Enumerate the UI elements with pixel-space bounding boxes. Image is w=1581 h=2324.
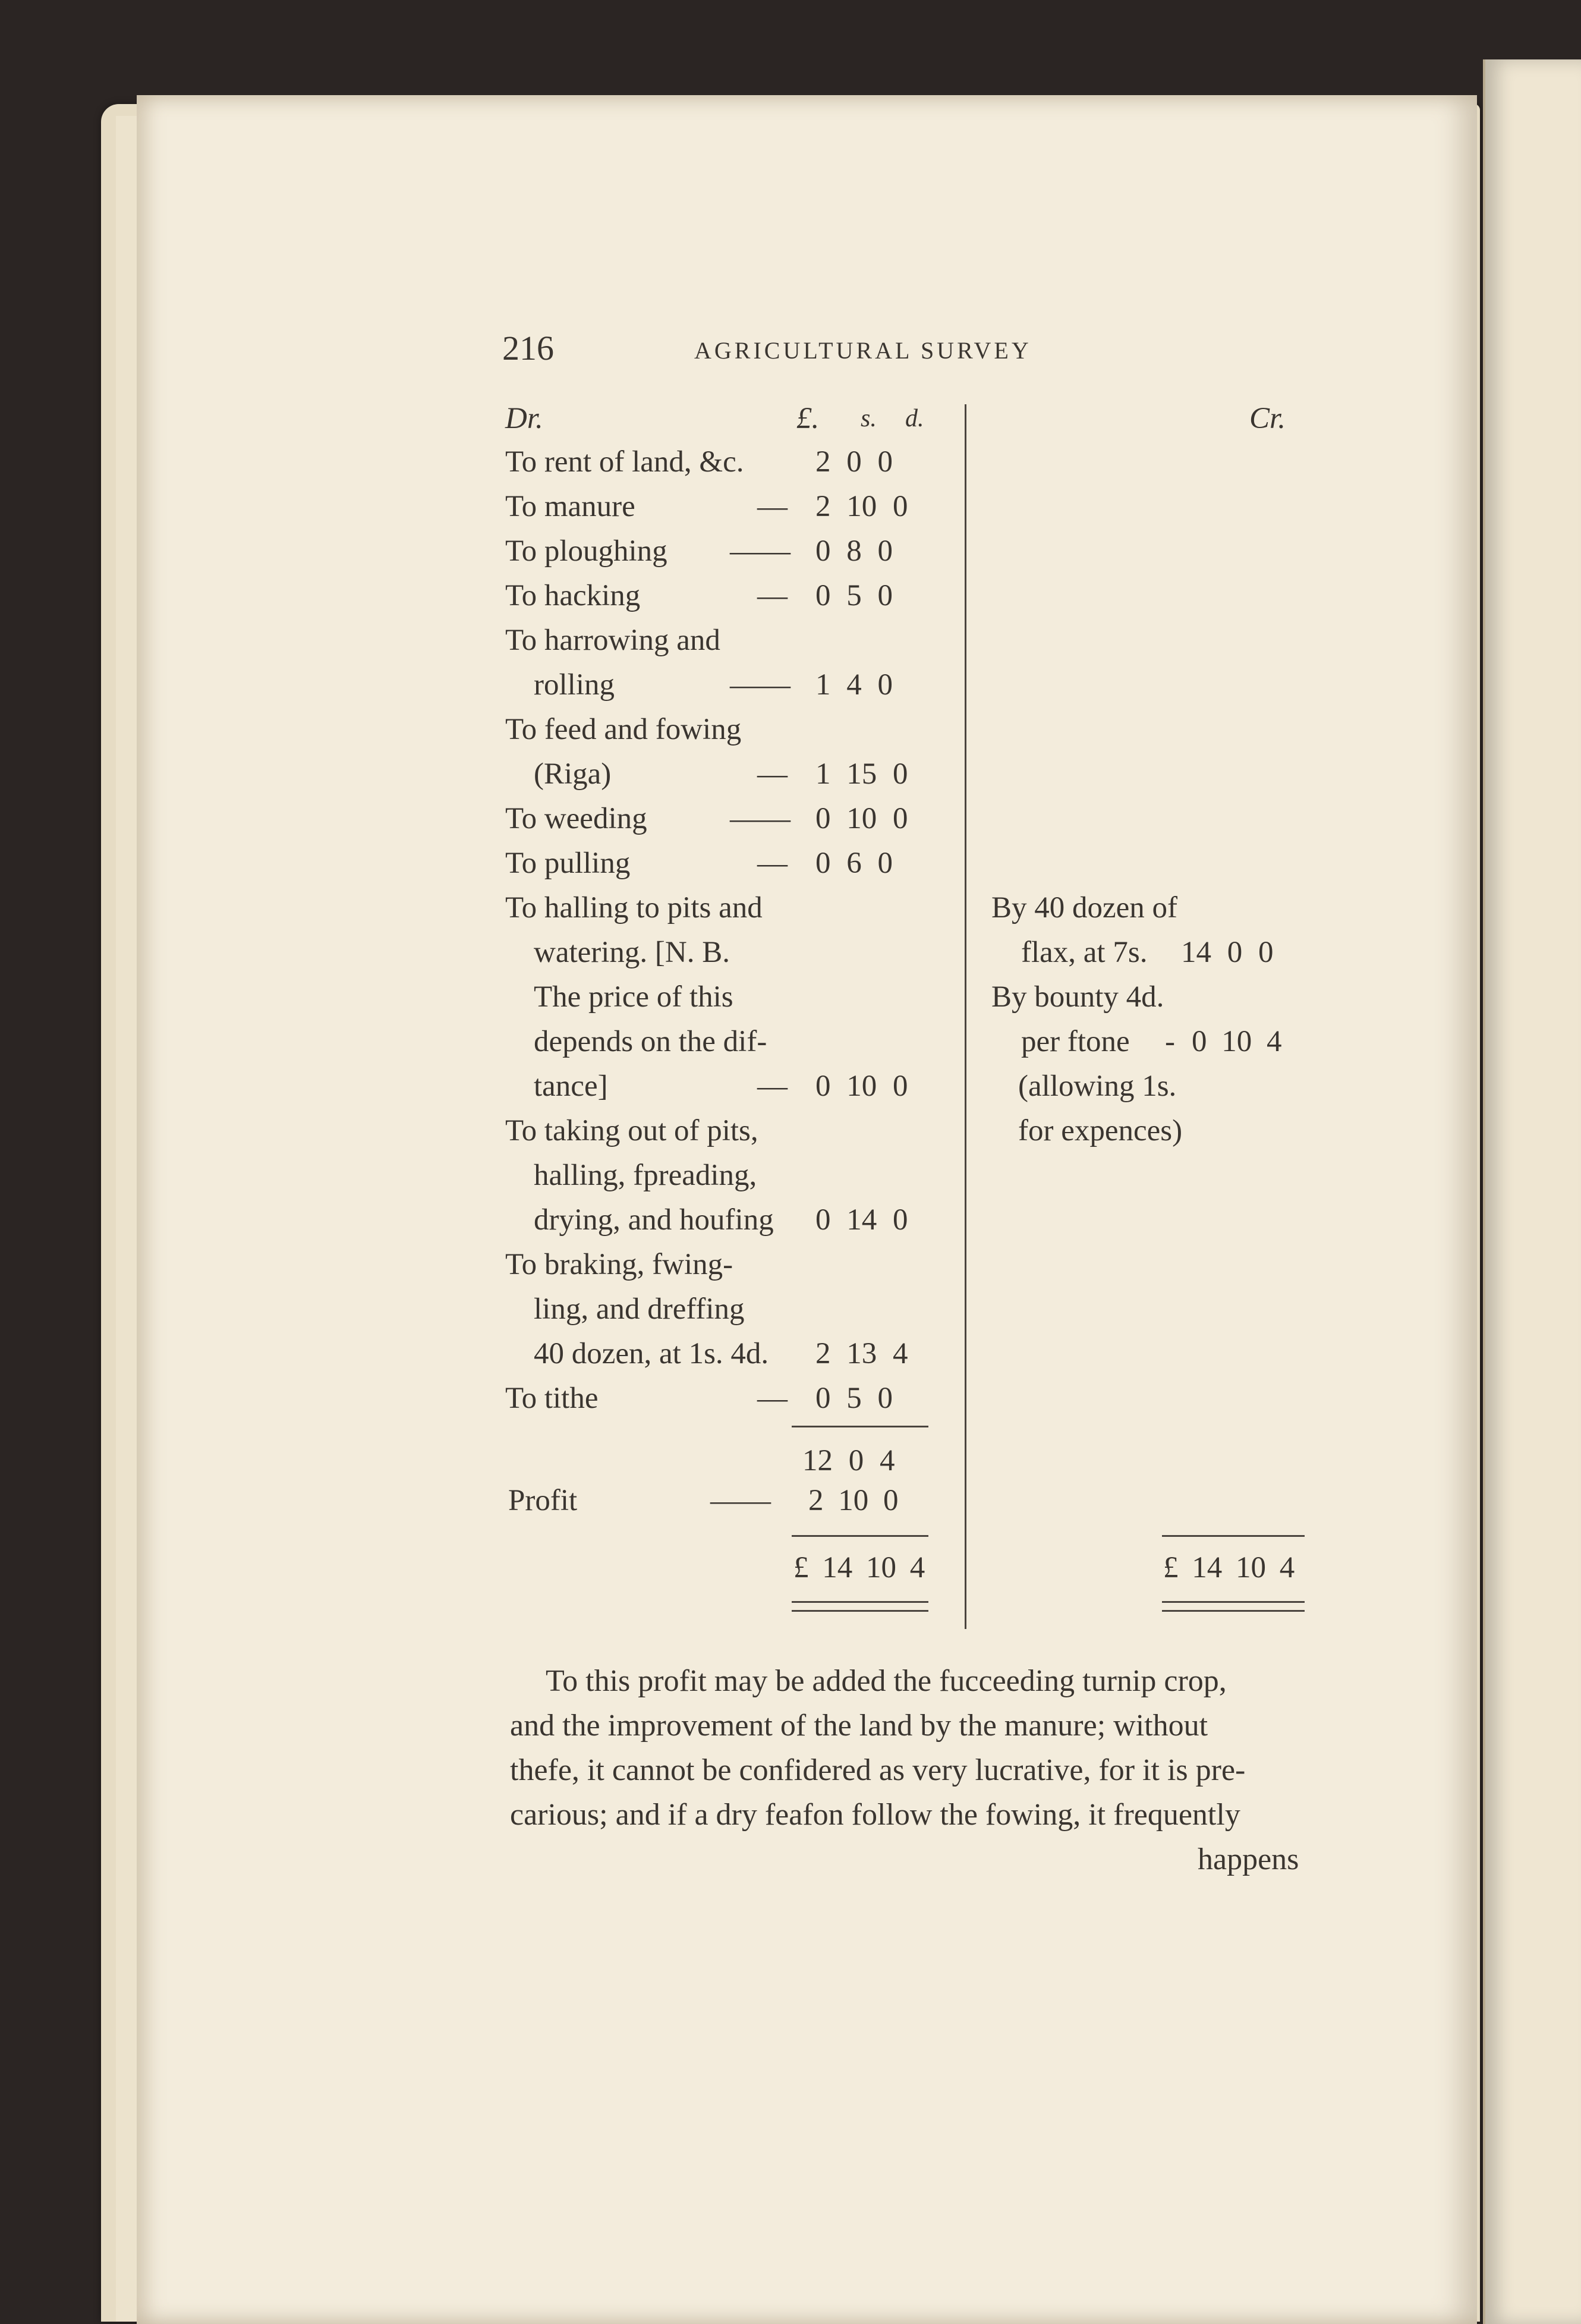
leader-dash: — [757,757,788,791]
debit-label: Dr. [505,402,543,435]
debit-item-text: To manure [505,490,635,523]
credit-line: flax, at 7s. [1021,936,1148,969]
debit-amount: 0 5 0 [815,1382,893,1415]
subtotal-rule [792,1426,928,1427]
debit-item-text: To weeding [505,802,647,835]
credit-line: (allowing 1s. [1018,1070,1177,1103]
page-number: 216 [502,329,554,367]
debit-amount: 2 0 0 [815,445,893,479]
leader-dash: — [757,1382,788,1415]
credit-dash: - [1165,1025,1175,1058]
credit-total-top-rule [1162,1535,1305,1537]
paragraph-line: To this profit may be added the fucceeding turnip crop, [546,1664,1227,1698]
debit-item-text: To pulling [505,847,631,880]
debit-item-text: To harrowing and [505,624,720,657]
debit-amount: 0 10 0 [815,802,908,835]
credit-line: for expences) [1018,1114,1183,1147]
debit-item-text: drying, and houfing [534,1203,774,1237]
debit-item-text: To halling to pits and [505,891,763,924]
leader-dash: — [757,579,788,612]
credit-amount: 0 10 4 [1192,1025,1282,1058]
debit-amount: 0 5 0 [815,579,893,612]
leader-dash: — [757,847,788,880]
leader-dash: —— [730,802,790,835]
credit-total: £ 14 10 4 [1163,1551,1295,1584]
leader-dash: — [757,1070,788,1103]
debit-item-text: tance] [534,1070,608,1103]
pence-header: d. [905,405,924,432]
debit-item-text: halling, fpreading, [534,1159,757,1192]
debit-item-text: depends on the dif- [534,1025,767,1058]
debit-amount: 1 4 0 [815,668,893,702]
debit-item-text: To ploughing [505,534,667,568]
total-double-rule-1 [792,1601,928,1603]
debit-item-text: To tithe [505,1382,599,1415]
debit-amount: 0 8 0 [815,534,893,568]
debit-item-text: To braking, fwing- [505,1248,733,1281]
debit-item-text: To taking out of pits, [505,1114,758,1147]
credit-double-rule-2 [1162,1610,1305,1612]
facing-page-edge [1483,59,1581,2324]
debit-item-text: (Riga) [534,757,612,791]
debit-item-text: ling, and dreffing [534,1292,745,1326]
debit-item-text: watering. [N. B. [534,936,730,969]
paragraph-line: carious; and if a dry feafon follow the fowing, it frequently [510,1798,1240,1832]
debit-amount: 2 10 0 [815,490,908,523]
debit-item-text: The price of this [534,980,733,1014]
profit-dash: —— [710,1484,771,1517]
profit-label: Profit [508,1484,578,1517]
total-top-rule [792,1535,928,1537]
profit-amount: 2 10 0 [808,1484,899,1517]
pounds-header: £. [796,402,820,435]
credit-double-rule-1 [1162,1601,1305,1603]
leader-dash: — [757,490,788,523]
paragraph-line: and the improvement of the land by the manure; without [510,1709,1208,1743]
credit-line: By 40 dozen of [991,891,1178,924]
catchword: happens [1198,1842,1299,1876]
debit-amount: 0 6 0 [815,847,893,880]
debit-amount: 1 15 0 [815,757,908,791]
leader-dash: —— [730,668,790,702]
debit-total: £ 14 10 4 [793,1551,925,1584]
credit-amount: 14 0 0 [1181,936,1274,969]
credit-line: per ftone [1021,1025,1130,1058]
ledger-divider [965,404,966,1629]
debit-item-text: To rent of land, &c. [505,445,744,479]
debit-subtotal: 12 0 4 [802,1444,895,1477]
credit-label: Cr. [1249,402,1286,435]
debit-amount: 0 10 0 [815,1070,908,1103]
debit-item-text: rolling [534,668,615,702]
leader-dash: —— [730,534,790,568]
running-title: AGRICULTURAL SURVEY [694,337,1032,364]
debit-amount: 2 13 4 [815,1337,908,1370]
debit-item-text: 40 dozen, at 1s. 4d. [534,1337,769,1370]
debit-item-text: To hacking [505,579,641,612]
shillings-header: s. [861,405,877,432]
paragraph-line: thefe, it cannot be confidered as very lucrative, for it is pre- [510,1753,1246,1787]
total-double-rule-2 [792,1610,928,1612]
debit-amount: 0 14 0 [815,1203,908,1237]
credit-line: By bounty 4d. [991,980,1164,1014]
debit-item-text: To feed and fowing [505,713,742,746]
